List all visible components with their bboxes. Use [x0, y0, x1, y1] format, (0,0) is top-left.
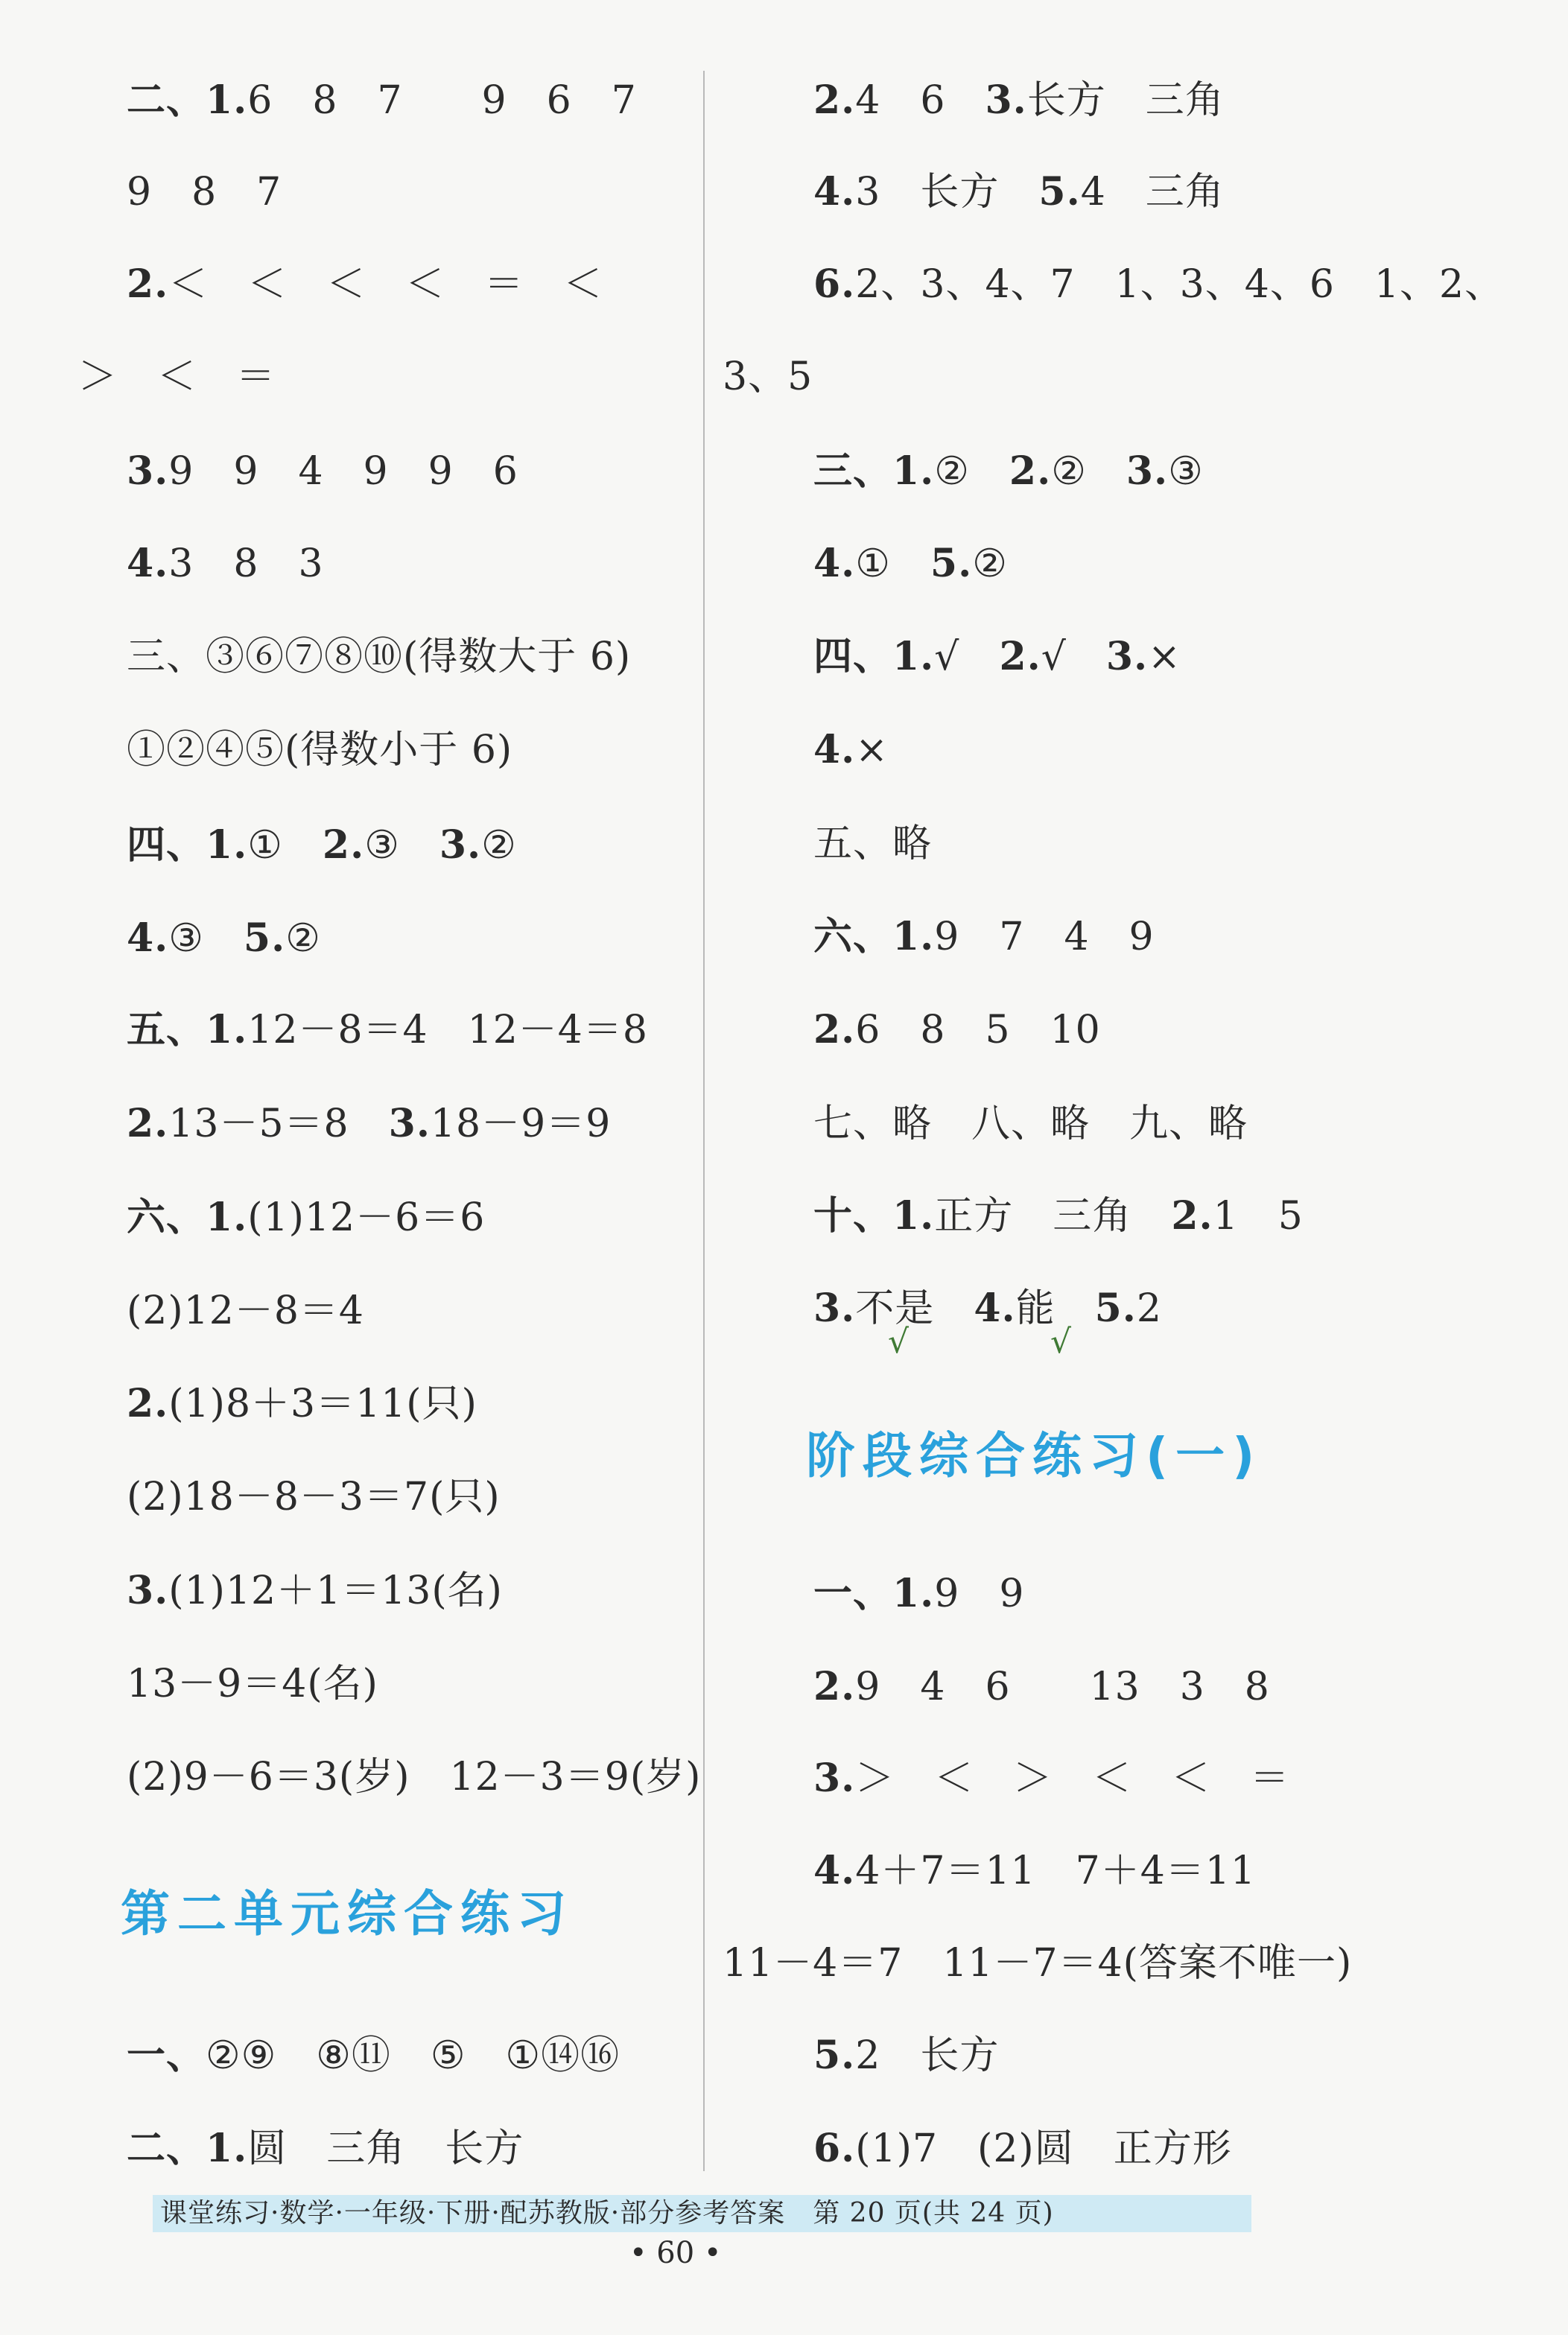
answer-line: 2.13－5＝8 3.18－9＝9 [127, 1101, 612, 1146]
answer-line: 三、1.② 2.② 3.③ [813, 448, 1204, 494]
answer-line: 4.3 长方 5.4 三角 [813, 169, 1225, 215]
footer-text: 课堂练习·数学·一年级·下册·配苏教版·部分参考答案 第 20 页(共 24 页) [160, 2198, 1054, 2228]
answer-line: 一、1.9 9 [813, 1571, 1025, 1616]
answer-line: 2.6 8 5 10 [813, 1007, 1101, 1052]
answer-line: 2.＜ ＜ ＜ ＜ ＝ ＜ [127, 261, 603, 307]
answer-line: 六、1.9 7 4 9 [813, 914, 1155, 959]
answer-line: 3.不是 4.能 5.2 [813, 1286, 1163, 1331]
answer-line: 六、1.(1)12－6＝6 [127, 1195, 486, 1240]
answer-line: 五、略 [813, 822, 933, 866]
handwritten-check-icon: √ [1050, 1323, 1072, 1361]
handwritten-check-icon: √ [888, 1323, 910, 1361]
answer-line: 3.＞ ＜ ＞ ＜ ＜ ＝ [813, 1756, 1290, 1801]
section-heading: 阶段综合练习(一) [806, 1427, 1263, 1484]
page-number: • 60 • [629, 2236, 722, 2270]
answer-line: 5.2 长方 [813, 2033, 1000, 2078]
answer-line: 四、1.√ 2.√ 3.× [813, 634, 1181, 679]
answer-line: 13－9＝4(名) [127, 1662, 378, 1706]
answer-line: 三、③⑥⑦⑧⑩(得数大于 6) [127, 635, 632, 679]
answer-line: ＞ ＜ ＝ [78, 355, 276, 399]
answer-line: 4.③ 5.② [127, 915, 321, 961]
answer-line: 6.(1)7 (2)圆 正方形 [813, 2126, 1232, 2171]
answer-line: 二、1.6 8 7 9 6 7 [127, 77, 637, 123]
answer-line: (2)12－8＝4 [127, 1289, 364, 1333]
answer-line: ①②④⑤(得数小于 6) [127, 728, 513, 772]
section-heading: 第二单元综合练习 [121, 1885, 574, 1942]
answer-line: 4.① 5.② [813, 541, 1008, 586]
answer-line: 七、略 八、略 九、略 [813, 1102, 1248, 1146]
answer-line: 五、1.12－8＝4 12－4＝8 [127, 1007, 648, 1052]
answer-line: (2)18－8－3＝7(只) [127, 1475, 501, 1519]
answer-line: 3.(1)12＋1＝13(名) [127, 1568, 503, 1613]
answer-line: 3.9 9 4 9 9 6 [127, 448, 518, 494]
column-divider [703, 71, 705, 2171]
answer-line: 四、1.① 2.③ 3.② [127, 822, 517, 868]
answer-line: 2.9 4 6 13 3 8 [813, 1664, 1270, 1709]
answer-line: 二、1.圆 三角 长方 [127, 2126, 524, 2171]
answer-line: 4.× [813, 727, 889, 772]
answer-line: (2)9－6＝3(岁) 12－3＝9(岁) [127, 1755, 702, 1799]
answer-line: 2.4 6 3.长方 三角 [813, 77, 1225, 123]
answer-line: 2.(1)8＋3＝11(只) [127, 1381, 477, 1426]
answer-line: 9 8 7 [127, 170, 282, 215]
answer-line: 3、5 [723, 355, 813, 399]
answer-line: 一、②⑨ ⑧⑪ ⑤ ①⑭⑯ [127, 2033, 620, 2078]
answer-line: 4.3 8 3 [127, 541, 324, 586]
answer-line: 4.4＋7＝11 7＋4＝11 [813, 1848, 1256, 1893]
answer-line: 11－4＝7 11－7＝4(答案不唯一) [723, 1941, 1353, 1986]
answer-line: 6.2、3、4、7 1、3、4、6 1、2、 [813, 261, 1505, 307]
answer-line: 十、1.正方 三角 2.1 5 [813, 1193, 1304, 1239]
